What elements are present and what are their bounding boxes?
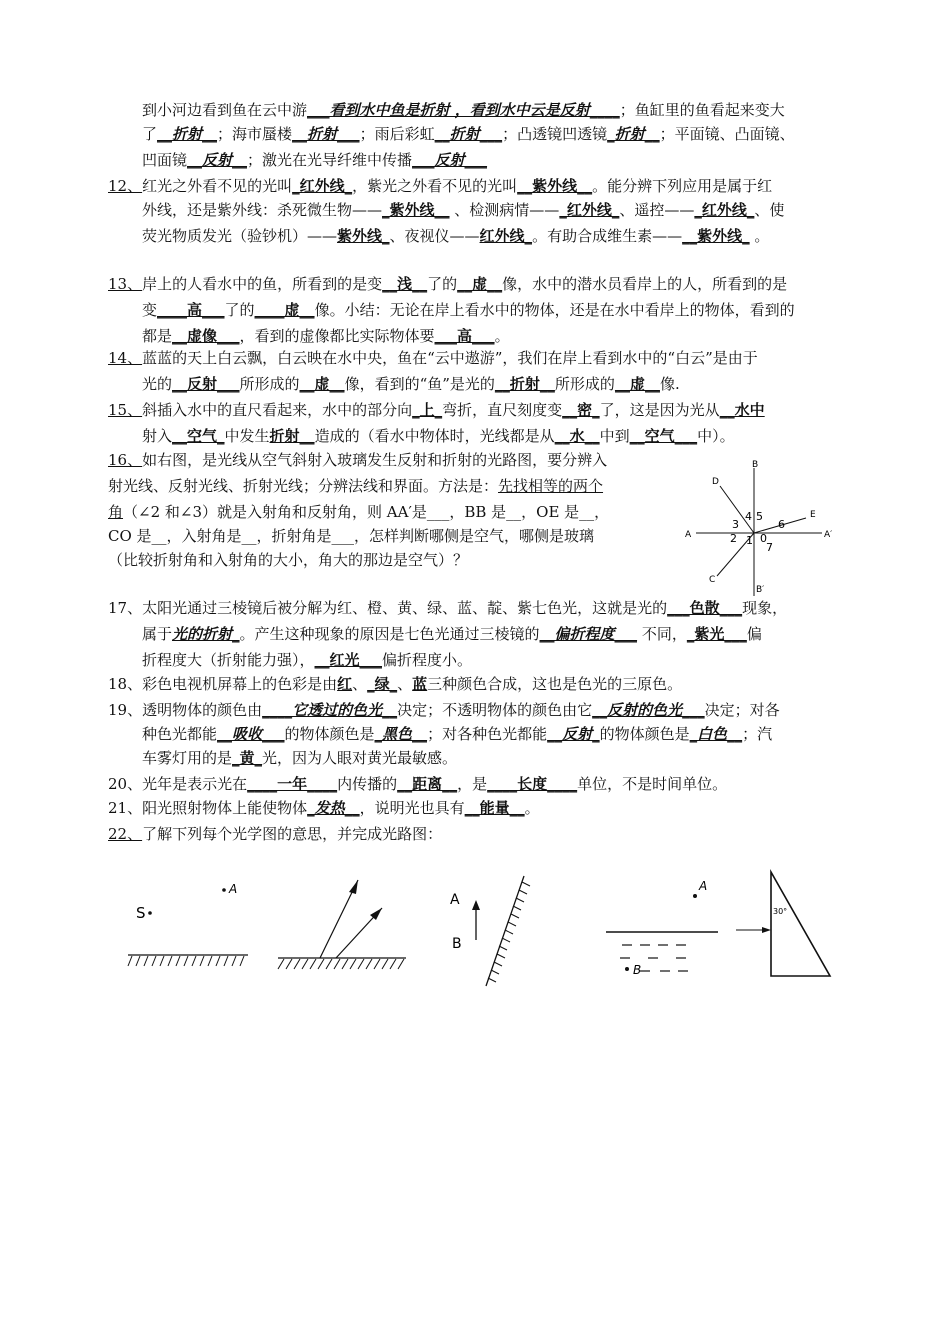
angle-3: 3 [732,518,739,531]
text-line [142,722,772,746]
point-S [148,911,152,915]
answer-blank: _折射__ [607,125,660,143]
answer-blank: __距离__ [397,775,458,793]
answer-blank: __折射__ [157,125,218,143]
text-line [108,524,594,548]
answer-blank: ____高___ [157,301,225,319]
text-segment: 三种颜色合成，这也是色光的三原色。 [427,675,683,693]
answer-blank: ____它透过的色光__ [262,701,398,719]
prism-triangle [771,872,830,976]
answer-blank: __紫外线__ [517,177,593,195]
text-line [108,474,603,498]
answer-blank: __反射的色光___ [592,701,705,719]
answer-blank: _紫光___ [686,625,747,643]
text-segment: 中到 [599,427,630,445]
answer-blank: __空气_ [172,427,225,445]
text-segment: 折程度大（折射能力强）， [142,651,315,669]
text-segment: ，看到的虚像都比实际物体要 [239,327,435,345]
angle-7: 7 [766,541,773,554]
text-segment: ；对各种色光都能 [427,725,548,743]
label-B: B [752,460,759,470]
text-segment: 像. [659,375,680,393]
text-segment: 、检测病情—— [449,201,560,219]
text-segment: 造成的（看水中物体时，光线都是从 [314,427,555,445]
point-A-label: A [229,882,238,896]
text-segment: 单位，不是时间单位。 [577,775,728,793]
text-segment: 蓝蓝的天上白云飘，白云映在水中央，鱼在“云中遨游”，我们在岸上看到水中的“白云”是由于 [142,349,758,367]
text-line [142,746,457,770]
answer-blank: __折射__ [494,375,555,393]
answer-blank: _红外线_ [292,177,353,195]
angle-2: 2 [730,532,737,545]
answer-blank: 12、 [108,177,143,195]
text-segment: 决定；不透明物体的颜色由它 [397,701,593,719]
answer-blank: __偏折程度___ [539,625,638,643]
answer-blank: ___色散___ [667,599,743,617]
answer-blank: ___反射___ [412,151,488,169]
text-segment: 。有助合成维生素—— [532,227,683,245]
answer-blank: _黄_ [232,749,263,767]
text-segment: ，紫光之外看不见的光叫 [352,177,518,195]
text-line [108,772,727,796]
ray-arrow-2 [370,908,382,920]
point-B-under-label: B [633,963,642,977]
answer-blank: __虚__ [614,375,660,393]
label-O: 0 [760,532,767,545]
answer-blank: __吸收___ [217,725,285,743]
text-segment: ，说明光也具有 [359,799,465,817]
text-line [142,324,510,348]
text-segment: 了的 [427,275,458,293]
text-segment: 17、太阳光通过三棱镜后被分解为红、橙、黄、绿、蓝、靛、紫七色光，这就是光的 [108,599,668,617]
answer-blank: __反射__ [187,151,248,169]
text-segment: 现象， [742,599,788,617]
text-segment: 的物体颜色是 [599,725,690,743]
text-segment: 不同， [637,625,687,643]
text-segment: （∠2 和∠3）就是入射角和反射角，则 AA′是___，BB 是__，OE 是__， [123,503,610,521]
text-line [108,548,468,572]
text-segment: 了的 [224,301,255,319]
point-A-above-label: A [699,879,708,893]
text-segment: 外线，还是紫外线：杀死微生物—— [142,201,383,219]
text-segment: 变 [142,301,158,319]
text-segment: 18、彩色电视机屏幕上的色彩是由 [108,675,338,693]
arrow-label-A: A [450,892,460,908]
arrow-label-B: B [452,936,462,952]
answer-blank: ___高___ [434,327,495,345]
text-segment: 中发生 [224,427,270,445]
ray-arrow-1 [349,880,358,894]
text-segment: 像。小结：无论在岸上看水中的物体，还是在水中看岸上的物体，看到的 [314,301,795,319]
text-segment: 、使 [754,201,785,219]
text-line [142,372,680,396]
answer-blank: _紫外线__ [382,201,450,219]
label-B-prime: B′ [756,585,765,595]
text-segment: 的物体颜色是 [284,725,375,743]
point-B-under-water [625,967,629,971]
answer-blank: _红外线_ [559,201,620,219]
text-line [108,822,442,846]
text-segment: ，是 [457,775,488,793]
text-line [142,148,487,172]
text-line [108,272,787,296]
text-segment: 射光线、反射光线、折射光线；分辨法线和界面。方法是： [108,477,499,495]
angle-5: 5 [756,510,763,523]
answer-blank: __空气___ [629,427,698,445]
text-segment: 像，水中的潜水员看岸上的人，所看到的是 [502,275,788,293]
label-E: E [810,510,816,520]
answer-blank: 角 [108,503,124,521]
text-segment: 。 [524,799,540,817]
text-segment: 了解下列每个光学图的意思，并完成光路图： [142,825,443,843]
text-segment: 光的 [142,375,173,393]
answer-blank: __虚__ [299,375,345,393]
text-line [108,398,765,422]
text-segment: 荧光物质发光（验钞机）—— [142,227,338,245]
text-line [108,796,540,820]
answer-blank: ___看到水中鱼是折射 ，看到水中云是反射____ [307,101,620,119]
text-segment: 光，因为人眼对黄光最敏感。 [262,749,458,767]
answer-blank: 紫外线_ [337,227,390,245]
text-segment: 、遥控—— [619,201,695,219]
text-segment: ；凸透镜凹透镜 [502,125,608,143]
text-line [108,346,758,370]
answer-blank: 13、 [108,275,143,293]
text-line [142,122,795,146]
optics-figures-22 [120,860,860,1000]
figure-two-rays [278,880,406,969]
text-segment: 弯折，直尺刻度变 [442,401,563,419]
answer-blank: 红外线_ [479,227,533,245]
text-segment: 所形成的 [554,375,615,393]
text-segment: 红光之外看不见的光叫 [142,177,293,195]
answer-blank: __虚像___ [172,327,240,345]
water-dashes [620,945,688,971]
text-segment: 凹面镜 [142,151,188,169]
angle-1: 1 [746,534,753,547]
answer-blank: __能量__ [464,799,525,817]
text-line [108,698,780,722]
answer-blank: ____长度____ [487,775,578,793]
text-segment: 偏折程度小。 [382,651,473,669]
answer-blank: 16、 [108,451,143,469]
text-segment: 决定；对各 [704,701,780,719]
text-line [142,622,762,646]
text-line [142,98,785,122]
text-segment: 19、透明物体的颜色由 [108,701,263,719]
answer-blank: __密_ [562,401,600,419]
text-segment: ；激光在光导纤维中传播 [247,151,413,169]
text-segment: 射入 [142,427,173,445]
answer-blank: __虚__ [457,275,503,293]
answer-blank: 光的折射_ [172,625,240,643]
answer-blank: __水中 [719,401,765,419]
text-segment: 斜插入水中的直尺看起来，水中的部分向 [142,401,413,419]
text-segment: 车雾灯用的是 [142,749,233,767]
answer-blank: _红外线_ [694,201,755,219]
point-S-label: S [136,904,146,922]
figure-mirror-s-a [128,955,248,966]
answer-blank: 折射__ [269,427,315,445]
answer-blank: __浅__ [382,275,428,293]
answer-blank: 蓝 [412,675,428,693]
text-segment: 内传播的 [337,775,398,793]
text-line [108,448,607,472]
text-line [142,424,735,448]
text-segment: 、 [397,675,413,693]
text-segment: 像，看到的“鱼”是光的 [344,375,495,393]
prism-angle-label: 30° [773,907,788,916]
text-segment: 。 [494,327,510,345]
text-segment: 。能分辨下列应用是属于红 [592,177,773,195]
answer-blank: __红光___ [314,651,383,669]
text-segment: 中）。 [697,427,735,445]
text-segment: 。 [749,227,770,245]
text-segment: 20、光年是表示光在 [108,775,248,793]
angle-6: 6 [778,518,785,531]
point-A [222,888,226,892]
answer-blank: _发热__ [307,799,360,817]
answer-blank: ____一年____ [247,775,338,793]
text-segment: 了 [142,125,158,143]
text-segment: 所形成的 [239,375,300,393]
answer-blank: __反射___ [172,375,240,393]
answer-blank: _黑色__ [374,725,428,743]
text-segment: CO 是__，入射角是__，折射角是___，怎样判断哪侧是空气，哪侧是玻璃 [108,527,595,545]
text-segment: 岸上的人看水中的鱼，所看到的是变 [142,275,383,293]
text-line [142,648,472,672]
answer-blank: _上_ [412,401,443,419]
text-segment: 都是 [142,327,173,345]
text-line [108,672,682,696]
answer-blank: _绿_ [367,675,398,693]
text-line [142,198,784,222]
text-line [108,174,772,198]
label-A-prime: A′ [824,530,833,540]
text-segment: 、 [352,675,368,693]
answer-blank: 15、 [108,401,143,419]
answer-blank: 14、 [108,349,143,367]
text-segment: 偏 [746,625,762,643]
text-segment: 、夜视仪—— [389,227,480,245]
text-segment: 属于 [142,625,173,643]
label-C: C [709,575,716,585]
answer-blank: ____虚__ [254,301,315,319]
text-segment: 。产生这种现象的原因是七色光通过三棱镜的 [239,625,540,643]
text-segment: 种色光都能 [142,725,218,743]
light-path-figure-16 [682,458,852,598]
angle-4: 4 [745,510,752,523]
answer-blank: 先找相等的两个 [498,477,604,495]
text-segment: ；鱼缸里的鱼看起来变大 [619,101,785,119]
answer-blank: _白色__ [689,725,743,743]
text-segment: ；雨后彩虹 [359,125,435,143]
text-segment: 了，这是因为光从 [599,401,720,419]
text-segment: ；汽 [742,725,773,743]
answer-blank: __紫外线_ [682,227,750,245]
answer-blank: __反射_ [547,725,600,743]
incident-ray-arrow [762,927,771,933]
text-segment: ；平面镜、凸面镜、 [659,125,795,143]
text-segment: 21、阳光照射物体上能使物体 [108,799,308,817]
text-segment: 到小河边看到鱼在云中游 [142,101,308,119]
text-line [142,298,795,322]
answer-blank: __折射___ [434,125,503,143]
text-line [108,500,609,524]
text-segment: （比较折射角和入射角的大小，角大的那边是空气）？ [108,551,469,569]
text-line [108,596,787,620]
inclined-mirror [486,876,530,986]
answer-blank: __折射___ [292,125,360,143]
label-A: A [685,530,692,540]
object-arrow-head [472,900,480,910]
answer-blank: 红 [337,675,353,693]
answer-blank: 22、 [108,825,143,843]
label-D: D [712,477,719,487]
text-segment: 如右图，是光线从空气斜射入玻璃发生反射和折射的光路图，要分辨入 [142,451,608,469]
text-segment: ；海市蜃楼 [217,125,293,143]
answer-blank: __水__ [554,427,600,445]
text-line [142,224,769,248]
point-A-above-water [693,894,697,898]
